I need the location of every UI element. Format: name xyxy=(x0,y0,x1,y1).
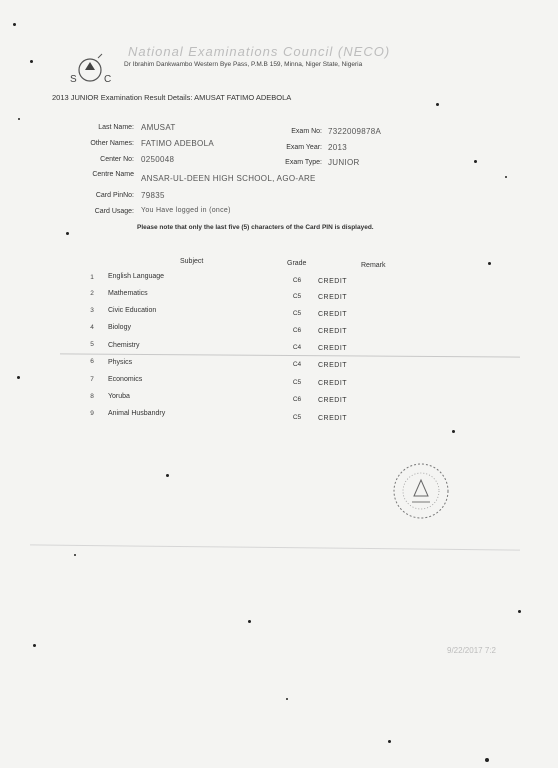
scan-speck xyxy=(485,758,489,762)
scan-speck xyxy=(248,620,251,623)
subject-remark: CREDIT xyxy=(318,380,348,387)
scan-speck xyxy=(33,644,36,647)
subject-remark: CREDIT xyxy=(318,362,348,369)
subject-grade: C6 xyxy=(292,277,302,284)
exam-no-label: Exam No: xyxy=(291,128,322,135)
row-number: 8 xyxy=(90,393,94,400)
scan-speck xyxy=(286,698,288,700)
svg-text:S: S xyxy=(70,74,77,85)
print-date: 9/22/2017 7:2 xyxy=(447,646,496,655)
scan-speck xyxy=(388,740,391,743)
subject-grade: C5 xyxy=(292,293,302,300)
subject-name: Yoruba xyxy=(108,393,130,400)
subject-grade: C6 xyxy=(292,327,302,334)
remark-column-header: Remark xyxy=(361,262,386,269)
paper-fold-line xyxy=(30,544,520,550)
center-no-value: 0250048 xyxy=(141,155,175,164)
official-seal-icon xyxy=(390,456,452,526)
card-usage-value: You Have logged in (once) xyxy=(141,207,231,214)
subject-remark: CREDIT xyxy=(318,345,348,352)
subject-grade: C6 xyxy=(292,396,302,403)
card-pin-value: 79835 xyxy=(141,191,165,200)
other-names-value: FATIMO ADEBOLA xyxy=(141,139,214,148)
scan-speck xyxy=(13,23,16,26)
subject-name: Chemistry xyxy=(108,342,140,349)
org-address: Dr Ibrahim Dankwambo Western Bye Pass, P.M.B 159, Minna, Niger State, Nigeria xyxy=(124,61,363,68)
card-pin-label: Card PinNo: xyxy=(95,192,134,199)
last-name-value: AMUSAT xyxy=(141,123,176,132)
subject-grade: C4 xyxy=(292,361,302,368)
center-no-label: Center No: xyxy=(100,156,134,163)
subject-grade: C5 xyxy=(292,379,302,386)
row-number: 1 xyxy=(90,274,94,281)
exam-year-value: 2013 xyxy=(328,143,347,152)
last-name-label: Last Name: xyxy=(98,124,134,131)
row-number: 3 xyxy=(90,307,94,314)
subject-remark: CREDIT xyxy=(318,294,348,301)
scan-speck xyxy=(488,262,491,265)
subject-remark: CREDIT xyxy=(318,311,348,318)
scan-speck xyxy=(474,160,477,163)
pin-note: Please note that only the last five (5) characters of the Card PIN is displayed. xyxy=(137,224,374,231)
scan-speck xyxy=(18,118,20,120)
scan-speck xyxy=(452,430,455,433)
exam-type-label: Exam Type: xyxy=(285,159,322,166)
other-names-label: Other Names: xyxy=(90,140,134,147)
subject-name: Economics xyxy=(108,376,143,383)
result-title: 2013 JUNIOR Examination Result Details: AMUSAT FATIMO ADEBOLA xyxy=(52,93,292,102)
subject-name: Mathematics xyxy=(108,290,148,297)
scan-speck xyxy=(436,103,439,106)
scan-speck xyxy=(518,610,521,613)
row-number: 2 xyxy=(90,290,94,297)
exam-type-value: JUNIOR xyxy=(328,158,360,167)
subject-column-header: Subject xyxy=(180,258,204,265)
row-number: 9 xyxy=(90,410,94,417)
row-number: 5 xyxy=(90,341,94,348)
card-usage-label: Card Usage: xyxy=(94,208,134,215)
subject-name: Biology xyxy=(108,324,131,331)
subject-remark: CREDIT xyxy=(318,278,348,285)
row-number: 4 xyxy=(90,324,94,331)
scan-speck xyxy=(74,554,76,556)
scan-speck xyxy=(66,232,69,235)
centre-name-value: ANSAR-UL-DEEN HIGH SCHOOL, AGO-ARE xyxy=(141,174,316,183)
row-number: 6 xyxy=(90,358,94,365)
subject-name: Civic Education xyxy=(108,307,157,314)
subject-remark: CREDIT xyxy=(318,397,348,404)
subject-name: English Language xyxy=(108,273,165,280)
exam-year-label: Exam Year: xyxy=(286,144,322,151)
neco-logo-icon xyxy=(68,50,118,86)
subject-grade: C5 xyxy=(292,310,302,317)
exam-no-value: 7322009878A xyxy=(328,127,382,136)
svg-text:C: C xyxy=(104,74,112,85)
subject-remark: CREDIT xyxy=(318,328,348,335)
subject-name: Physics xyxy=(108,359,133,366)
scan-speck xyxy=(17,376,20,379)
scan-speck xyxy=(166,474,169,477)
centre-name-label: Centre Name xyxy=(92,171,134,178)
subject-grade: C5 xyxy=(292,414,302,421)
scan-speck xyxy=(30,60,33,63)
row-number: 7 xyxy=(90,376,94,383)
paper-fold-line xyxy=(60,353,520,357)
grade-column-header: Grade xyxy=(287,260,307,267)
subject-grade: C4 xyxy=(292,344,302,351)
org-name: National Examinations Council (NECO) xyxy=(128,44,391,59)
scan-speck xyxy=(505,176,507,178)
subject-remark: CREDIT xyxy=(318,415,348,422)
subject-name: Animal Husbandry xyxy=(108,410,166,417)
